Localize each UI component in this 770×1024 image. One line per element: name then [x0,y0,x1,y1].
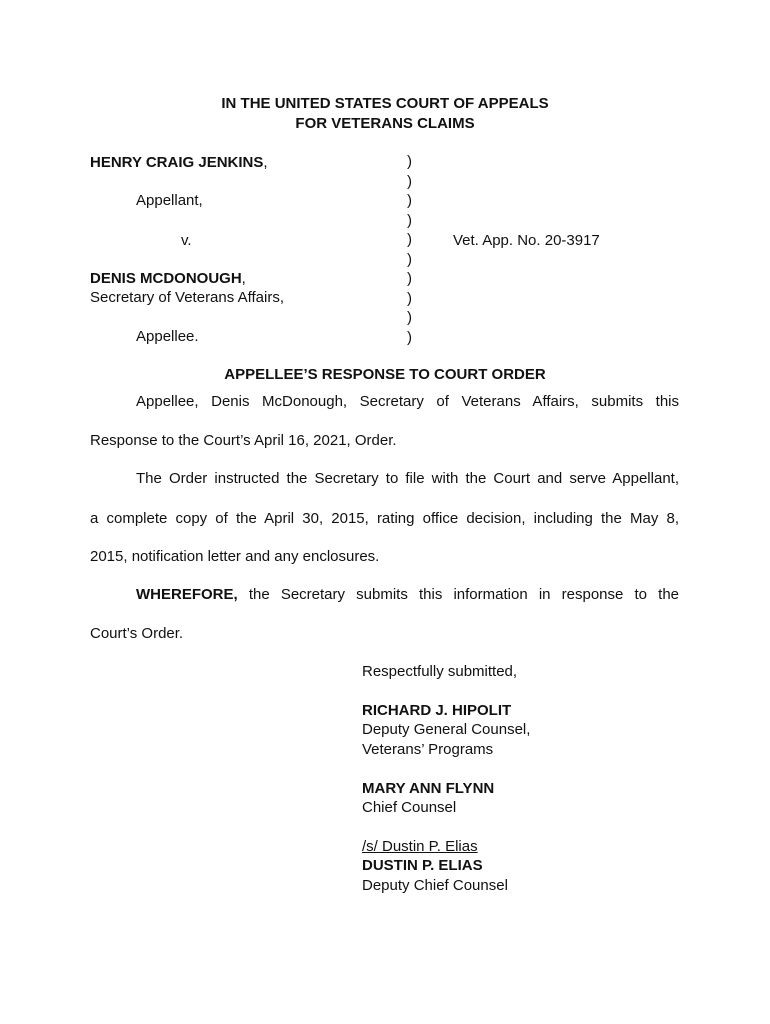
court-title-line2: FOR VETERANS CLAIMS [295,115,475,132]
caption-parentheses [407,152,417,347]
appellant-name: HENRY CRAIG JENKINS [90,154,264,171]
caption-paren: ) [407,211,412,229]
appellant-role: Appellant, [136,192,203,209]
signer-1-title: Deputy General Counsel, [362,721,531,738]
caption-paren: ) [407,309,412,326]
paragraph-2-line-2: a complete copy of the April 30, 2015, rating office decision, including the May 8, [90,510,679,527]
electronic-signature: /s/ Dustin P. Elias [362,838,478,855]
paragraph-3-line-1 [136,585,679,604]
caption-paren: ) [407,289,412,307]
wherefore-lead: WHEREFORE, [136,586,238,603]
document-heading: APPELLEE’S RESPONSE TO COURT ORDER [224,366,546,383]
signer-3-name: DUSTIN P. ELIAS [362,857,483,874]
caption-paren: ) [407,192,412,209]
docket-number: Vet. App. No. 20-3917 [453,232,600,249]
paragraph-1-line-2: Response to the Court’s April 16, 2021, Order. [90,432,397,449]
signer-3-title: Deputy Chief Counsel [362,877,508,894]
paragraph-1-line-1: Appellee, Denis McDonough, Secretary of Veterans Affairs, submits this [136,393,679,410]
caption-paren: ) [407,231,412,248]
wherefore-rest: the Secretary submits this information in response to the [237,586,679,603]
appellee-comma: , [241,270,246,287]
caption-paren: ) [407,153,412,170]
appellee-title: Secretary of Veterans Affairs, [90,289,284,306]
caption-paren: ) [407,250,412,268]
caption-paren: ) [407,270,412,287]
signer-2-name: MARY ANN FLYNN [362,780,495,797]
court-title-line1: IN THE UNITED STATES COURT OF APPEALS [221,95,549,112]
appellee-name-line [90,269,246,288]
caption-paren: ) [407,172,412,190]
caption-paren: ) [407,328,412,346]
paragraph-2-line-3: 2015, notification letter and any enclosures. [90,548,380,565]
appellant-comma: , [263,154,268,171]
signer-1-name: RICHARD J. HIPOLIT [362,702,512,719]
appellee-name: DENIS MCDONOUGH [90,270,242,287]
signer-2-title: Chief Counsel [362,799,457,816]
versus: v. [181,232,192,249]
paragraph-3-line-2: Court’s Order. [90,625,184,642]
paragraph-2-line-1: The Order instructed the Secretary to file with the Court and serve Appellant, [136,470,679,487]
closing: Respectfully submitted, [362,663,518,680]
appellee-role: Appellee. [136,328,199,345]
appellant-name-line [90,153,268,172]
signer-1-title-2: Veterans’ Programs [362,741,494,758]
